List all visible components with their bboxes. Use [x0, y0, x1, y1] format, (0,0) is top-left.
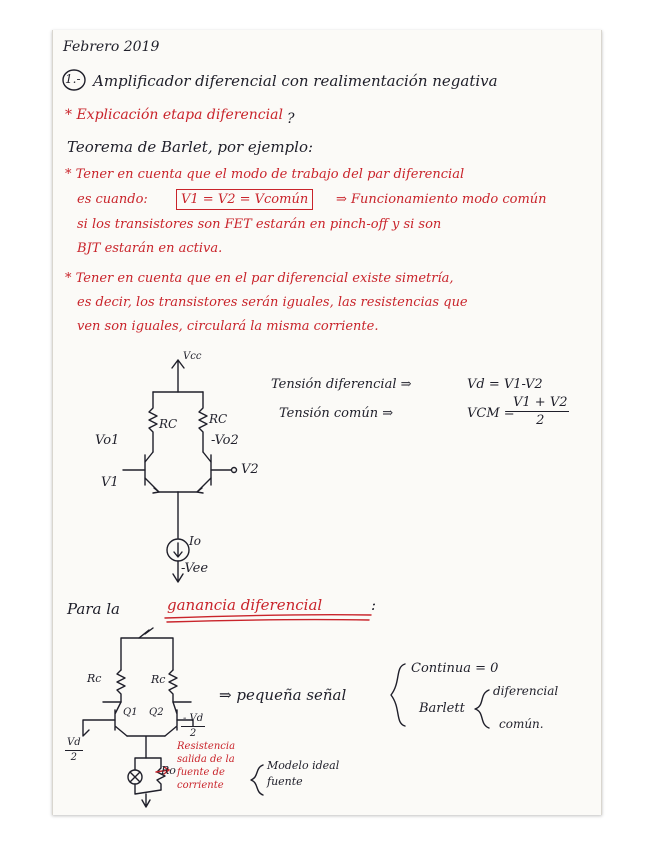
model-note-line2: fuente [267, 775, 303, 788]
common-voltage-denominator: 2 [536, 413, 545, 428]
vcc-label: Vcc [183, 351, 202, 362]
sub-branch-comun: común. [499, 717, 544, 731]
theorem-heading: Teorema de Barlet, por ejemplo: [67, 138, 314, 156]
gain-heading-colon: : [371, 596, 377, 614]
bullet2-line1: * Tener en cuenta que en el par diferencial existe simetría, [65, 271, 454, 286]
vd-half-denominator: 2 [70, 752, 77, 763]
ro-label: Ro [161, 764, 176, 777]
bullet1-line1: * Tener en cuenta que el modo de trabajo del par diferencial [65, 167, 465, 182]
model-note-line1: Modelo ideal [267, 759, 340, 772]
differential-voltage-eq: Vd = V1-V2 [467, 377, 543, 392]
current-source-label: Io [189, 534, 201, 548]
v2-label: V2 [241, 462, 259, 477]
vo2-label: -Vo2 [211, 433, 239, 448]
common-voltage-label: Tensión común ⇒ [279, 406, 394, 421]
page-title: Amplificador diferencial con realimentación negativa [93, 72, 498, 90]
vd-half-numerator: Vd [65, 738, 83, 751]
rc-left-small-label: Rc [87, 672, 102, 685]
bullet2-line3: ven son iguales, circulará la misma corriente. [77, 319, 379, 334]
ro-note-line3: fuente de [177, 767, 225, 778]
rc-right-small-label: Rc [151, 673, 166, 686]
branch-barlett: Barlett [419, 701, 465, 716]
gain-heading-prefix: Para la [67, 600, 120, 618]
explanation-note: * Explicación etapa diferencial [65, 107, 283, 123]
rc-left-label: RC [159, 417, 178, 431]
ro-note-line4: corriente [177, 780, 224, 791]
ro-note-line2: salida de la [177, 754, 235, 765]
rc-right-label: RC [209, 412, 228, 426]
differential-voltage-label: Tensión diferencial ⇒ [271, 377, 412, 392]
sub-branch-diferencial: diferencial [493, 684, 559, 698]
small-signal-label: ⇒ pequeña señal [219, 686, 347, 704]
common-voltage-lhs: VCM = [467, 406, 515, 421]
v1-label: V1 [101, 475, 119, 490]
bullet1-prefix: es cuando: [77, 192, 148, 207]
bullet1-line4: BJT estarán en activa. [77, 241, 223, 256]
common-voltage-numerator: V1 + V2 [513, 395, 568, 410]
vo1-label: Vo1 [95, 433, 120, 448]
item-number: 1.- [65, 72, 81, 86]
neg-vd-half-denominator: 2 [189, 728, 197, 739]
bullet1-line3: si los transistores son FET estarán en pinch-off y si son [77, 217, 442, 232]
notebook-page [52, 30, 602, 815]
bullet2-line2: es decir, los transistores serán iguales, las resistencias que [77, 295, 468, 310]
common-mode-box: V1 = V2 = Vcomún [176, 189, 313, 210]
gain-heading-title: ganancia diferencial [167, 596, 323, 614]
branch-continua: Continua = 0 [411, 661, 499, 676]
vee-label: -Vee [181, 561, 209, 576]
q2-label: Q2 [149, 707, 164, 718]
q1-label: Q1 [123, 707, 138, 718]
bullet1-suffix: ⇒ Funcionamiento modo común [336, 192, 547, 207]
neg-vd-half-numerator: - Vd [181, 714, 205, 727]
question-mark: ? [287, 111, 295, 127]
ro-note-line1: Resistencia [177, 741, 236, 752]
date: Febrero 2019 [63, 39, 160, 55]
